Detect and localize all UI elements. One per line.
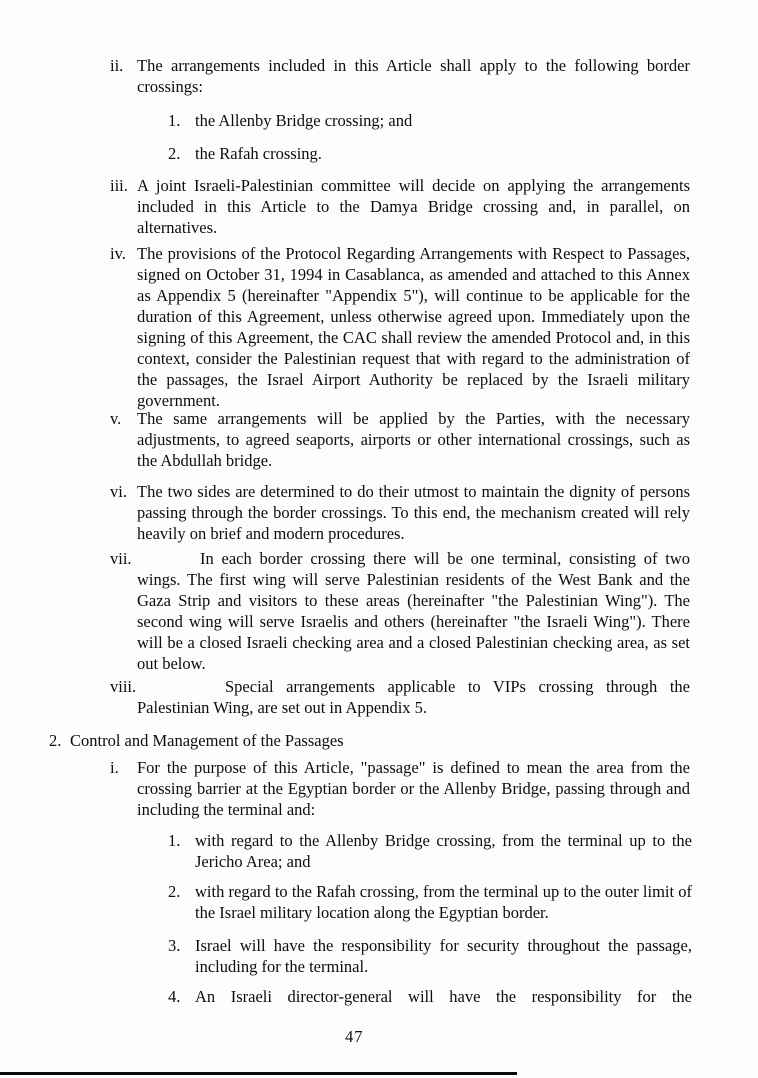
item-text: For the purpose of this Article, "passage" is defined to mean the area from the crossing barrier at the Egyptian border or the Allenby Bridge, passing through and including the terminal and: [137, 758, 690, 819]
list-item-iv [110, 243, 690, 411]
page-number: 47 [345, 1027, 364, 1046]
item-marker: 4. [168, 987, 181, 1006]
list-item-vi [110, 481, 690, 544]
item-marker: vi. [110, 482, 127, 501]
item-marker: 2. [49, 731, 62, 750]
item-text: In each border crossing there will be one terminal, consisting of two wings. The first wing will serve Palestinian residents of the West Bank and the Gaza Strip and visitors to these areas (hereinafter "the Palestinian Wing"). The second wing will serve Israelis and others (hereinafter "the Israeli Wing"). There will be a closed Israeli checking area and a closed Palestinian checking area, as set out below. [137, 549, 690, 673]
list-item-3-security-responsibility [168, 935, 692, 977]
list-item-v [110, 408, 690, 471]
item-text: The arrangements included in this Article shall apply to the following border crossings: [137, 56, 690, 96]
list-item-2-terminal-egyptian-border [168, 881, 692, 923]
item-marker: 2. [168, 144, 181, 163]
list-item-iii [110, 175, 690, 238]
list-item-i [110, 757, 690, 820]
list-item-1-terminal-jericho [168, 830, 692, 872]
item-marker: iv. [110, 244, 126, 263]
item-text: the Rafah crossing. [195, 144, 322, 163]
item-marker: v. [110, 409, 122, 428]
item-marker: iii. [110, 176, 128, 195]
item-text: the Allenby Bridge crossing; and [195, 111, 413, 130]
item-text: The same arrangements will be applied by the Parties, with the necessary adjustments, to agreed seaports, airports or other international crossings, such as the Abdullah bridge. [137, 409, 690, 470]
section-heading-text: Control and Management of the Passages [70, 731, 344, 750]
item-text: Special arrangements applicable to VIPs crossing through the Palestinian Wing, are set out in Appendix 5. [137, 677, 690, 717]
section-heading-control-management [49, 730, 692, 751]
item-marker: 2. [168, 882, 181, 901]
list-item-2-rafah [168, 143, 692, 164]
item-marker: 1. [168, 111, 181, 130]
list-item-viii [110, 676, 690, 718]
item-text: with regard to the Allenby Bridge crossing, from the terminal up to the Jericho Area; and [195, 831, 692, 871]
item-marker: i. [110, 758, 119, 777]
item-marker: 3. [168, 936, 181, 955]
scan-edge-artifact [0, 1072, 517, 1075]
item-text: The two sides are determined to do their utmost to maintain the dignity of persons passing through the border crossings. To this end, the mechanism created will rely heavily on brief and modern procedures. [137, 482, 690, 543]
item-marker: ii. [110, 56, 124, 75]
item-text: Israel will have the responsibility for security throughout the passage, including for the terminal. [195, 936, 692, 976]
list-item-vii [110, 548, 690, 674]
item-marker: vii. [110, 549, 132, 568]
list-item-4-director-general [168, 986, 692, 1007]
item-marker: 1. [168, 831, 181, 850]
item-text: A joint Israeli-Palestinian committee will decide on applying the arrangements included in this Article to the Damya Bridge crossing and, in parallel, on alternatives. [137, 176, 690, 237]
list-item-ii [110, 55, 690, 97]
item-text: The provisions of the Protocol Regarding Arrangements with Respect to Passages, signed on October 31, 1994 in Casablanca, as amended and attached to this Annex as Appendix 5 (hereinafter "Appendix 5"), will continue to be applicable for the duration of this Agreement, unless otherwise agreed upon. Immediately upon the signing of this Agreement, the CAC shall review the amended Protocol and, in this context, consider the Palestinian request that with regard to the administration of the passages, the Israel Airport Authority be replaced by the Israeli military government. [137, 244, 690, 410]
list-item-1-allenby [168, 110, 692, 131]
item-text: An Israeli director-general will have the responsibility for the [195, 987, 692, 1006]
item-marker: viii. [110, 677, 137, 696]
item-text: with regard to the Rafah crossing, from the terminal up to the outer limit of the Israel military location along the Egyptian border. [195, 882, 692, 922]
